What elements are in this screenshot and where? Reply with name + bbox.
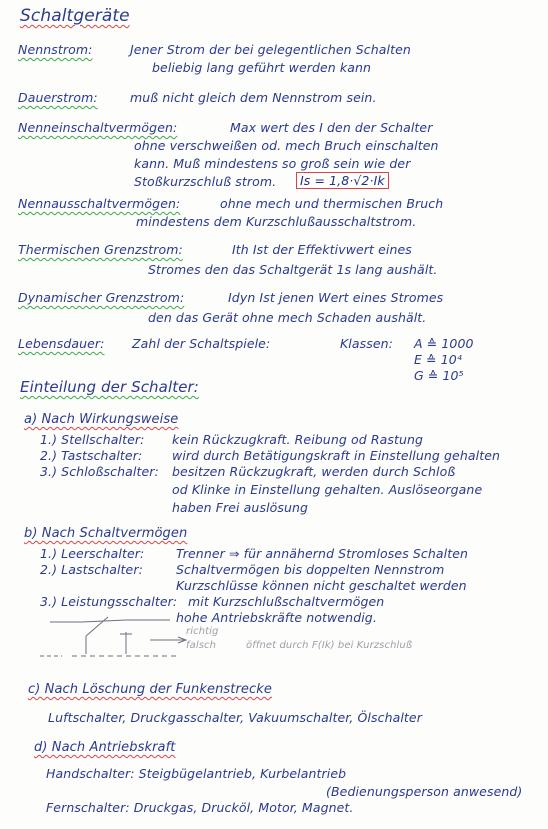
a-item3-text1: besitzen Rückzugkraft, werden durch Schloß xyxy=(172,464,456,479)
def-thermisch-line2: Stromes den das Schaltgerät 1s lang aushält. xyxy=(148,262,438,277)
term-dynamischer-grenzstrom: Dynamischer Grenzstrom: xyxy=(18,290,185,305)
c-line: Luftschalter, Druckgasschalter, Vakuumschalter, Ölschalter xyxy=(48,710,422,725)
term-nenneinschaltvermoegen: Nenneinschaltvermögen: xyxy=(18,120,178,135)
def-lebensdauer-line1: Zahl der Schaltspiele: xyxy=(132,336,271,351)
heading-c: c) Nach Löschung der Funkenstrecke xyxy=(28,682,272,697)
heading-b: b) Nach Schaltvermögen xyxy=(24,526,188,541)
a-item3-text2: od Klinke in Einstellung gehalten. Auslöseorgane xyxy=(172,482,483,497)
d-line3: Fernschalter: Druckgas, Drucköl, Motor, Magnet. xyxy=(46,800,354,815)
def-dynamisch-line2: den das Gerät ohne mech Schaden aushält. xyxy=(148,310,427,325)
b-item3-text2: hohe Antriebskräfte notwendig. xyxy=(176,610,377,625)
section-title: Einteilung der Schalter: xyxy=(20,378,199,396)
b-item1-label: 1.) Leerschalter: xyxy=(40,546,145,561)
class-g: G ≙ 10⁵ xyxy=(414,368,464,383)
term-dauerstrom: Dauerstrom: xyxy=(18,90,98,105)
heading-a: a) Nach Wirkungsweise xyxy=(24,412,179,427)
formula-stosskurzschluss: Is = 1,8·√2·Ik xyxy=(296,172,389,189)
def-nenneinschalt-line1: Max wert des I den der Schalter xyxy=(230,120,433,135)
sketch-label-falsch: falsch xyxy=(186,640,217,651)
def-nennstrom-line2: beliebig lang geführt werden kann xyxy=(152,60,372,75)
class-a: A ≙ 1000 xyxy=(414,336,474,351)
b-item3-text1: mit Kurzschlußschaltvermögen xyxy=(188,594,385,609)
a-item2-label: 2.) Tastschalter: xyxy=(40,448,143,463)
classes-label: Klassen: xyxy=(340,336,393,351)
def-nennausschalt-line2: mindestens dem Kurzschlußausschaltstrom. xyxy=(136,214,417,229)
term-nennausschaltvermoegen: Nennausschaltvermögen: xyxy=(18,196,181,211)
page-title: Schaltgeräte xyxy=(20,6,130,26)
def-dynamisch-line1: Idyn Ist jenen Wert eines Stromes xyxy=(228,290,444,305)
a-item3-text3: haben Frei auslösung xyxy=(172,500,309,515)
d-line2: (Bedienungsperson anwesend) xyxy=(326,784,523,799)
def-nennstrom-line1: Jener Strom der bei gelegentlichen Schalten xyxy=(130,42,411,57)
def-thermisch-line1: Ith Ist der Effektivwert eines xyxy=(232,242,412,257)
def-nennausschalt-line1: ohne mech und thermischen Bruch xyxy=(220,196,444,211)
a-item1-text: kein Rückzugkraft. Reibung od Rastung xyxy=(172,432,424,447)
heading-d: d) Nach Antriebskraft xyxy=(34,740,176,755)
sketch-lever xyxy=(86,617,108,636)
b-item2-label: 2.) Lastschalter: xyxy=(40,562,143,577)
a-item3-label: 3.) Schloßschalter: xyxy=(40,464,159,479)
term-thermischer-grenzstrom: Thermischen Grenzstrom: xyxy=(18,242,183,257)
term-lebensdauer: Lebensdauer: xyxy=(18,336,105,351)
b-item2-text2: Kurzschlüsse können nicht geschaltet werden xyxy=(176,578,467,593)
term-nennstrom: Nennstrom: xyxy=(18,42,93,57)
b-item2-text1: Schaltvermögen bis doppelten Nennstrom xyxy=(176,562,445,577)
def-nenneinschalt-line2: ohne verschweißen od. mech Bruch einschalten xyxy=(134,138,439,153)
def-dauerstrom-line1: muß nicht gleich dem Nennstrom sein. xyxy=(130,90,377,105)
def-nenneinschalt-line4: Stoßkurzschluß strom. xyxy=(134,174,277,189)
sketch-label-richtig: richtig xyxy=(186,626,219,637)
def-nenneinschalt-line3: kann. Muß mindestens so groß sein wie der xyxy=(134,156,411,171)
class-e: E ≙ 10⁴ xyxy=(414,352,462,367)
b-item3-label: 3.) Leistungsschalter: xyxy=(40,594,178,609)
a-item1-label: 1.) Stellschalter: xyxy=(40,432,145,447)
b-item1-text: Trenner ⇒ für annähernd Stromloses Schalten xyxy=(176,546,469,561)
d-line1: Handschalter: Steigbügelantrieb, Kurbelantrieb xyxy=(46,766,347,781)
a-item2-text: wird durch Betätigungskraft in Einstellung gehalten xyxy=(172,448,501,463)
sketch-note: öffnet durch F(Ik) bei Kurzschluß xyxy=(246,640,413,651)
